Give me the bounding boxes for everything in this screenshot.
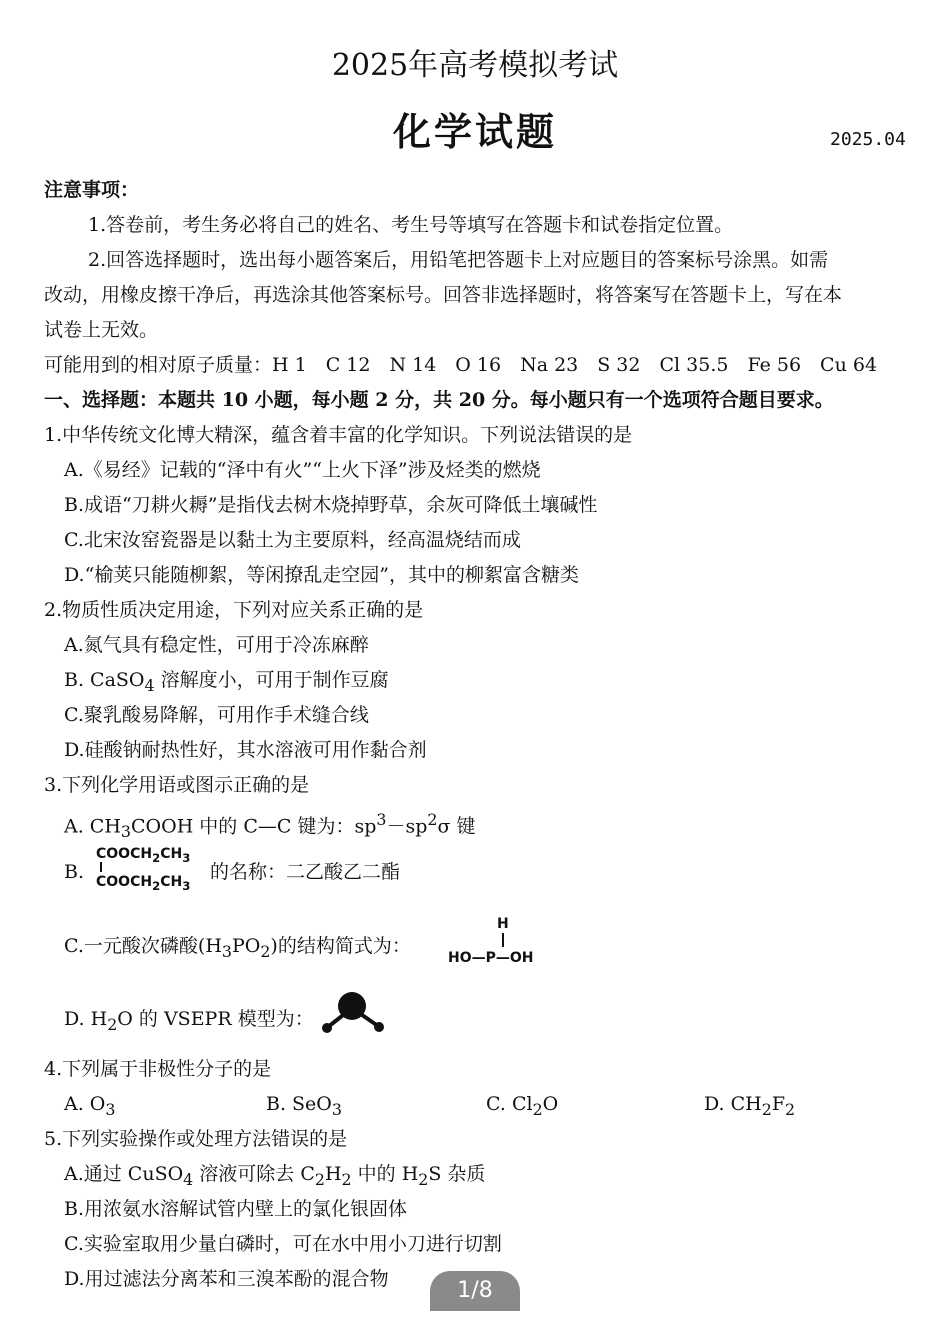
diester-structure-bottom: $COOCH_2CH_3$ — [96, 874, 191, 893]
question-2-option-b: B. CaSO$_4$ 溶解度小，可用于制作豆腐 — [64, 669, 389, 695]
question-3-option-c: C.一元酸次磷酸$(H_3PO_2)$的结构简式为： — [64, 935, 411, 961]
question-1-option-a: A.《易经》记载的“泽中有火”“上火下泽”涉及烃类的燃烧 — [64, 459, 541, 481]
section-1-heading: 一、选择题：本题共 10 小题，每小题 2 分，共 20 分。每小题只有一个选项符合题目要求。 — [44, 389, 834, 411]
question-3-option-b-text: 的名称：二乙酸乙二酯 — [210, 861, 401, 883]
question-4-option-b: B. SeO$_3$ — [266, 1093, 342, 1119]
notice-item-2-line-1: 2.回答选择题时，选出每小题答案后，用铅笔把答题卡上对应题目的答案标号涂黑。如需 — [88, 249, 829, 271]
phosphinic-acid-h: H — [497, 916, 509, 932]
question-2-option-c: C.聚乳酸易降解，可用作手术缝合线 — [64, 704, 369, 726]
question-2-option-d: D.硅酸钠耐热性好，其水溶液可用作黏合剂 — [64, 739, 427, 761]
notice-item-2-line-3: 试卷上无效。 — [44, 319, 159, 341]
subject-title: 化学试题 — [392, 109, 557, 154]
question-5-option-b: B.用浓氨水溶解试管内壁上的氯化银固体 — [64, 1198, 408, 1220]
question-2-stem: 2.物质性质决定用途，下列对应关系正确的是 — [44, 599, 424, 621]
question-3-option-a: A. $CH_3COOH$ 中的 C—C 键为：$sp^3-sp^2\sigma$ 键 — [64, 810, 476, 842]
atomic-masses: 可能用到的相对原子质量：H 1 C 12 N 14 O 16 Na 23 S 32 Cl 35.5 Fe 56 Cu 64 — [44, 354, 878, 376]
question-1-stem: 1.中华传统文化博大精深，蕴含着丰富的化学知识。下列说法错误的是 — [44, 424, 633, 446]
question-4-option-d: D. $CH_2F_2$ — [704, 1093, 796, 1119]
diester-structure-top: $COOCH_2CH_3$ — [96, 846, 191, 865]
notice-item-1: 1.答卷前，考生务必将自己的姓名、考生号等填写在答题卡和试卷指定位置。 — [88, 214, 734, 236]
question-4-option-a: A. $O_3$ — [64, 1093, 116, 1119]
water-oxygen-atom — [338, 992, 366, 1020]
notice-heading: 注意事项： — [44, 179, 140, 201]
question-3-option-b-label: B. — [64, 861, 85, 883]
exam-title: 2025年高考模拟考试 — [331, 48, 619, 83]
question-3-stem: 3.下列化学用语或图示正确的是 — [44, 774, 310, 796]
question-1-option-d: D.“榆荚只能随柳絮，等闲撩乱走空园”，其中的柳絮富含糖类 — [64, 564, 580, 586]
question-5-option-a: A.通过 CuSO$_4$ 溶液可除去 $C_2H_2$ 中的 $H_2S$ 杂质 — [64, 1163, 486, 1189]
water-hydrogen-atom-left — [322, 1023, 332, 1033]
water-hydrogen-atom-right — [374, 1022, 384, 1032]
question-5-option-d: D.用过滤法分离苯和三溴苯酚的混合物 — [64, 1268, 389, 1290]
question-1-option-c: C.北宋汝窑瓷器是以黏土为主要原料，经高温烧结而成 — [64, 529, 521, 551]
phosphinic-acid-structure: HO—P—OH — [448, 950, 534, 966]
question-4-stem: 4.下列属于非极性分子的是 — [44, 1058, 272, 1080]
question-1-option-b: B.成语“刀耕火耨”是指伐去树木烧掉野草，余灰可降低土壤碱性 — [64, 494, 598, 516]
exam-date: 2025.04 — [830, 129, 906, 150]
question-4-option-c: C. $Cl_2O$ — [486, 1093, 559, 1119]
question-2-option-a: A.氮气具有稳定性，可用于冷冻麻醉 — [64, 634, 369, 656]
page-indicator: 1/8 — [430, 1271, 520, 1311]
question-5-stem: 5.下列实验操作或处理方法错误的是 — [44, 1128, 348, 1150]
phosphinic-acid-p-h-bond — [502, 933, 504, 947]
notice-item-2-line-2: 改动，用橡皮擦干净后，再选涂其他答案标号。回答非选择题时，将答案写在答题卡上，写在本 — [44, 284, 843, 306]
question-3-option-d: D. $H_2O$ 的 VSEPR 模型为： — [64, 1008, 314, 1034]
diester-bond-line — [100, 862, 102, 872]
water-vsepr-model-icon — [318, 990, 388, 1036]
question-5-option-c: C.实验室取用少量白磷时，可在水中用小刀进行切割 — [64, 1233, 502, 1255]
